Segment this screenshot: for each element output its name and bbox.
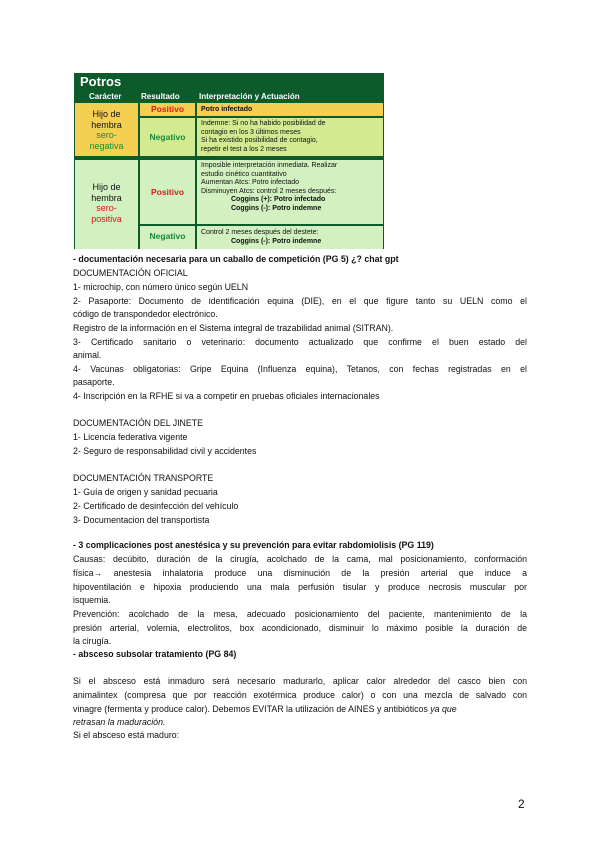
header-resultado: Resultado [141, 92, 180, 101]
header-caracter: Carácter [89, 92, 122, 101]
text-line: 3- Documentacion del transportista [73, 515, 210, 525]
interp-line: Coggins (-): Potro indemne [231, 237, 322, 245]
page-number: 2 [518, 797, 525, 811]
heading-documentacion-caballo: - documentación necesaria para un caballo de competición (PG 5) ¿? chat gpt [73, 254, 399, 264]
caracter-line: hembra [91, 192, 122, 203]
heading-absceso-subsolar: - absceso subsolar tratamiento (PG 84) [73, 649, 237, 659]
text-line: 1- microchip, con número único según UELN [73, 282, 249, 292]
caracter-line: sero- [96, 203, 117, 213]
interp-negativo-1 [197, 118, 383, 156]
interp-line: Indemne: Si no ha habido posibilidad de [201, 120, 326, 127]
text-line-mixed [73, 703, 527, 716]
result-negativo-2: Negativo [140, 226, 195, 249]
text-line: Prevención: acolchado de la mesa, adecuado posicionamiento del paciente, mantenimiento de la [73, 609, 527, 619]
text-line: la cirugía. [73, 636, 112, 646]
potros-table-figure [74, 73, 384, 249]
text-line: 1- Licencia federativa vigente [73, 432, 188, 442]
interp-line: Si ha existido posibilidad de contagio, [201, 137, 318, 145]
text-line: Causas: decúbito, duración de la cirugía, acolchado de la cama, mal posicionamiento, conformación [73, 554, 527, 564]
interp-line: Disminuyen Atcs: control 2 meses después: [201, 187, 337, 195]
interp-line: Aumentan Atcs: Potro infectado [201, 179, 300, 187]
interp-line: Coggins (+): Potro infectado [231, 196, 326, 204]
text-span: vinagre (fermenta y produce calor). Debemos EVITAR la utilización de AINES y antibióticos [73, 704, 428, 714]
subheading-documentacion-jinete: DOCUMENTACIÓN DEL JINETE [73, 418, 204, 428]
text-line: 2- Pasaporte: Documento de identificación equina (DIE), en el que figure tanto su UELN como el [73, 296, 527, 306]
interp-line: Imposible interpretación inmediata. Realizar [201, 162, 338, 169]
caracter-line: Hijo de [92, 182, 121, 192]
caracter-cell-seropositiva [75, 160, 138, 249]
text-span-italic: ya que [430, 704, 457, 714]
figure-title: Potros [80, 74, 122, 89]
text-line: física→ anestesia inhalatoria produce una disminución de la presión arterial que induce a [73, 568, 527, 578]
caracter-line: hembra [91, 119, 122, 130]
caracter-cell-seronegativa [75, 103, 138, 156]
text-line: 1- Guía de origen y sanidad pecuaria [73, 487, 218, 497]
text-line: 2- Seguro de responsabilidad civil y accidentes [73, 446, 257, 456]
text-line: Registro de la información en el Sistema integral de trazabilidad animal (SITRAN). [73, 323, 394, 333]
caracter-line: negativa [89, 140, 124, 151]
text-line: 2- Certificado de desinfección del vehículo [73, 501, 239, 511]
interp-potro-infectado-1: Potro infectado [197, 103, 383, 116]
text-line: pasaporte. [73, 377, 115, 387]
text-line: hipoventilación e hipoxia produciendo una mala perfusión tisular y produce necrosis muscular por [73, 582, 527, 592]
interp-line: Control 2 meses después del destete: [201, 229, 319, 236]
interp-positivo-2 [197, 160, 383, 224]
text-line: Si el absceso está inmaduro será necesario madurarlo, aplicar calor alrededor del casco bien con [73, 676, 527, 686]
result-positivo-2: Positivo [140, 160, 195, 224]
caracter-line: sero- [96, 130, 117, 140]
text-line: isquemia. [73, 595, 111, 605]
text-line: 4- Inscripción en la RFHE si va a competir en pruebas oficiales internacionales [73, 391, 380, 401]
interp-line: estudio cinético cuantitativo [201, 170, 287, 178]
text-line-italic: retrasan la maduración. [73, 717, 166, 727]
interp-line: Coggins (-): Potro indemne [231, 204, 322, 212]
caracter-line: positiva [91, 213, 122, 224]
text-line: presión arterial, volemia, electrolitos, box acondicionado, disminuir lo máximo posible la duración de [73, 623, 527, 633]
result-negativo-1: Negativo [140, 118, 195, 156]
interp-line: repetir el test a los 2 meses [201, 145, 287, 153]
heading-complicaciones: - 3 complicaciones post anestésica y su prevención para evitar rabdomiolisis (PG 119) [73, 540, 434, 550]
subheading-documentacion-transporte: DOCUMENTACIÓN TRANSPORTE [73, 473, 214, 483]
subheading-documentacion-oficial: DOCUMENTACIÓN OFICIAL [73, 268, 188, 278]
result-positivo-1: Positivo [140, 103, 195, 116]
text-line: 3- Certificado sanitario o veterinario: documento actualizado que confirme el buen estado del [73, 337, 527, 347]
header-interpretacion: Interpretación y Actuación [199, 92, 300, 101]
interp-negativo-2 [197, 226, 383, 249]
text-line: Si el absceso está maduro: [73, 730, 180, 740]
text-line: código de transpondedor electrónico. [73, 309, 218, 319]
text-line: 4- Vacunas obligatorias: Gripe Equina (Influenza equina), Tetanos, con fechas registradas en el [73, 364, 527, 374]
text-line: animal. [73, 350, 102, 360]
interp-line: contagio en los 3 últimos meses [201, 128, 301, 136]
caracter-line: Hijo de [92, 109, 121, 119]
text-line: animalintex (compresa que por reacción exotérmica produce calor) o con una mezcla de salvado con [73, 690, 527, 700]
